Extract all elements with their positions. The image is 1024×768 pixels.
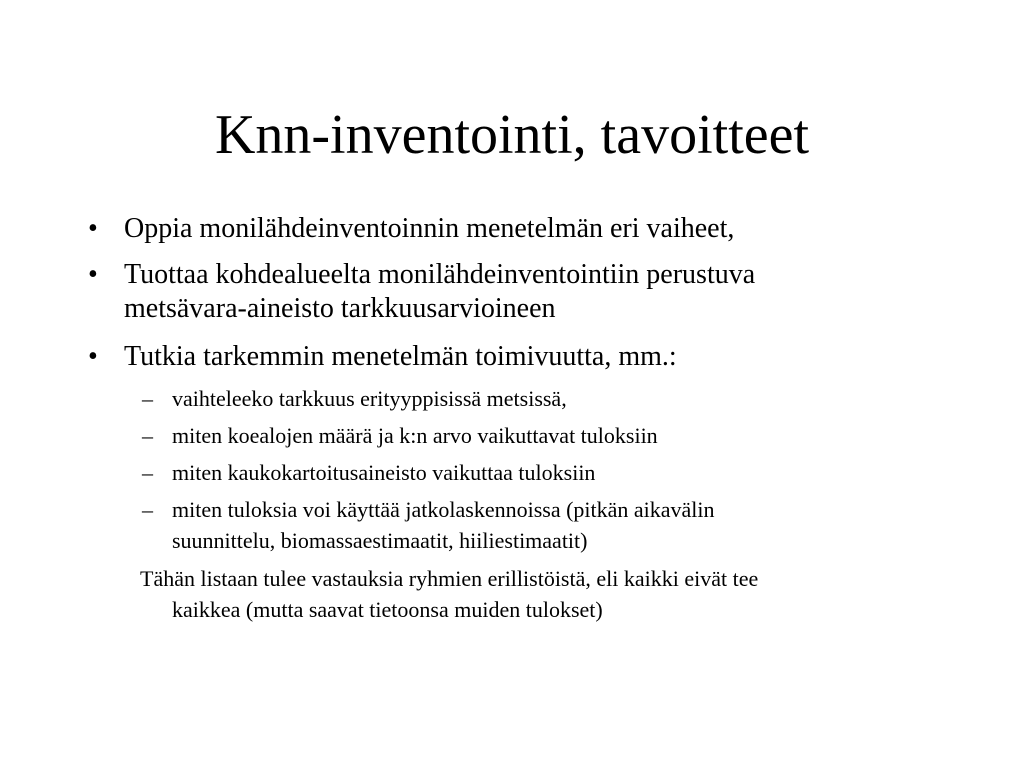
slide-title: Knn-inventointi, tavoitteet bbox=[214, 104, 810, 166]
sub-item-text: vaihteleeko tarkkuus erityyppisissä metsissä, bbox=[172, 386, 567, 411]
bullet-text-line-1: Tuottaa kohdealueelta monilähdeinventointiin perustuva bbox=[124, 259, 756, 290]
sub-item-text-line-1: miten tuloksia voi käyttää jatkolaskennoissa (pitkän aikavälin bbox=[172, 497, 715, 522]
sub-item-text-line-2: suunnittelu, biomassaestimaatit, hiiliestimaatit) bbox=[172, 528, 588, 553]
bullet-marker: • bbox=[88, 213, 98, 244]
note-text-line-1: Tähän listaan tulee vastauksia ryhmien erillistöistä, eli kaikki eivät tee bbox=[140, 566, 759, 591]
sub-item-text: miten koealojen määrä ja k:n arvo vaikuttavat tuloksiin bbox=[172, 423, 658, 448]
bullet-text: Oppia monilähdeinventoinnin menetelmän eri vaiheet, bbox=[124, 213, 735, 244]
bullet-marker: • bbox=[88, 259, 98, 290]
note-text-line-2: kaikkea (mutta saavat tietoonsa muiden tulokset) bbox=[172, 597, 603, 622]
bullet-marker: • bbox=[88, 341, 98, 372]
sub-item-text: miten kaukokartoitusaineisto vaikuttaa tuloksiin bbox=[172, 460, 596, 485]
dash-marker: – bbox=[142, 460, 153, 485]
bullet-text: Tutkia tarkemmin menetelmän toimivuutta, mm.: bbox=[124, 341, 677, 372]
dash-marker: – bbox=[142, 386, 153, 411]
dash-marker: – bbox=[142, 423, 153, 448]
dash-marker: – bbox=[142, 497, 153, 522]
bullet-text-line-2: metsävara-aineisto tarkkuusarvioineen bbox=[124, 293, 556, 324]
